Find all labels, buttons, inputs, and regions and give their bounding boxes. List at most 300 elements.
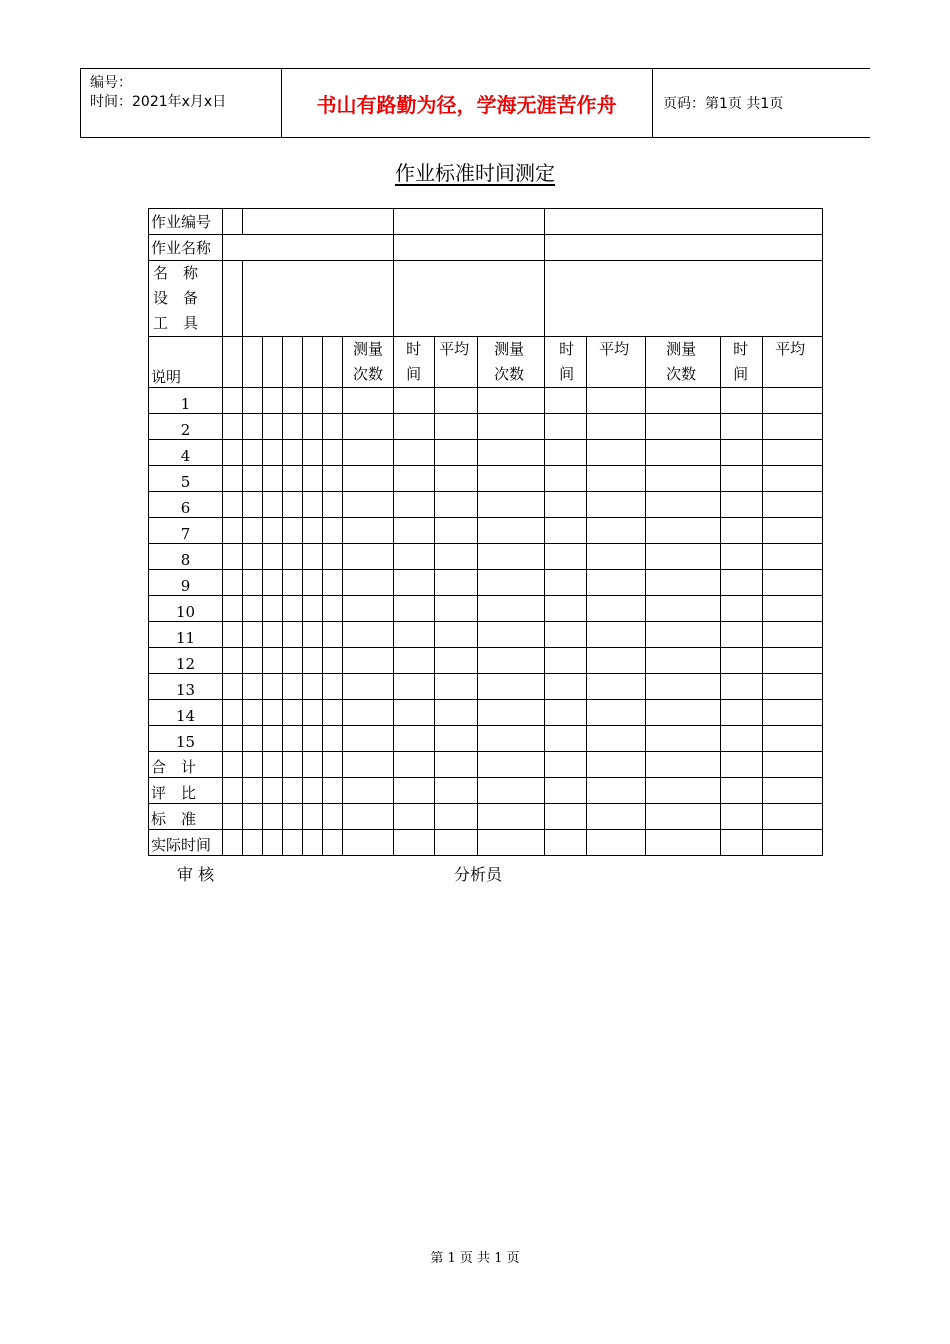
data-cell[interactable] [243,622,263,648]
data-cell[interactable] [478,570,545,596]
data-cell[interactable] [343,596,394,622]
data-cell[interactable] [343,778,394,804]
data-cell[interactable] [763,804,823,830]
table-row [149,492,823,518]
data-cell[interactable] [323,648,343,674]
data-cell[interactable] [646,778,721,804]
data-cell[interactable] [283,466,303,492]
data-cell[interactable] [323,804,343,830]
data-cell[interactable] [721,440,763,466]
data-cell[interactable] [587,388,646,414]
data-cell[interactable] [263,648,283,674]
data-cell[interactable] [223,544,243,570]
data-cell[interactable] [303,596,323,622]
data-cell[interactable] [343,726,394,752]
data-cell[interactable] [478,726,545,752]
data-cell[interactable] [763,726,823,752]
data-cell[interactable] [545,414,587,440]
data-cell[interactable] [646,492,721,518]
data-cell[interactable] [646,622,721,648]
data-cell[interactable] [435,804,478,830]
data-cell[interactable] [721,570,763,596]
equipment-field-3[interactable] [545,261,823,337]
data-cell[interactable] [545,596,587,622]
data-cell[interactable] [646,544,721,570]
table-row [149,622,823,648]
data-cell[interactable] [435,622,478,648]
data-cell[interactable] [394,700,435,726]
data-cell[interactable] [323,466,343,492]
data-cell[interactable] [283,596,303,622]
data-cell[interactable] [394,830,435,856]
data-cell[interactable] [223,466,243,492]
data-cell[interactable] [435,674,478,700]
data-cell[interactable] [587,804,646,830]
data-cell[interactable] [263,700,283,726]
data-cell[interactable] [646,570,721,596]
data-cell[interactable] [263,518,283,544]
data-cell[interactable] [303,830,323,856]
data-cell[interactable] [263,414,283,440]
data-cell[interactable] [646,752,721,778]
data-cell[interactable] [394,440,435,466]
data-cell[interactable] [303,804,323,830]
data-cell[interactable] [323,778,343,804]
data-cell[interactable] [646,466,721,492]
data-cell[interactable] [721,518,763,544]
data-cell[interactable] [283,544,303,570]
table-row [149,466,823,492]
data-cell[interactable] [243,440,263,466]
data-cell[interactable] [243,648,263,674]
data-cell[interactable] [343,388,394,414]
data-cell[interactable] [545,648,587,674]
data-cell[interactable] [435,778,478,804]
data-cell[interactable] [478,492,545,518]
equipment-field-1[interactable] [243,261,394,337]
data-cell[interactable] [303,492,323,518]
data-cell[interactable] [721,700,763,726]
data-cell[interactable] [223,570,243,596]
data-cell[interactable] [223,648,243,674]
data-cell[interactable] [303,544,323,570]
data-cell[interactable] [587,700,646,726]
data-cell[interactable] [243,778,263,804]
data-cell[interactable] [243,570,263,596]
data-cell[interactable] [545,570,587,596]
data-cell[interactable] [478,414,545,440]
data-cell[interactable] [223,596,243,622]
data-cell[interactable] [587,778,646,804]
data-cell[interactable] [545,466,587,492]
data-cell[interactable] [394,622,435,648]
data-cell[interactable] [283,752,303,778]
data-cell[interactable] [243,596,263,622]
data-cell[interactable] [283,778,303,804]
data-cell[interactable] [646,414,721,440]
data-cell[interactable] [223,518,243,544]
data-cell[interactable] [435,596,478,622]
equipment-field-2[interactable] [394,261,545,337]
data-cell[interactable] [478,648,545,674]
data-cell[interactable] [587,466,646,492]
data-cell[interactable] [646,726,721,752]
data-cell[interactable] [323,674,343,700]
data-cell[interactable] [394,570,435,596]
data-cell[interactable] [263,570,283,596]
data-cell[interactable] [478,596,545,622]
data-cell[interactable] [721,414,763,440]
data-cell[interactable] [763,596,823,622]
data-cell[interactable] [478,674,545,700]
data-cell[interactable] [343,518,394,544]
data-cell[interactable] [303,414,323,440]
data-cell[interactable] [763,414,823,440]
data-cell[interactable] [545,388,587,414]
data-cell[interactable] [763,700,823,726]
data-cell[interactable] [394,518,435,544]
data-cell[interactable] [587,414,646,440]
data-cell[interactable] [763,388,823,414]
data-cell[interactable] [343,700,394,726]
data-cell[interactable] [303,648,323,674]
data-cell[interactable] [478,466,545,492]
data-cell[interactable] [223,674,243,700]
data-cell[interactable] [263,544,283,570]
data-cell[interactable] [478,778,545,804]
data-cell[interactable] [721,804,763,830]
job-number-field-2[interactable] [394,209,545,235]
cell [283,337,303,388]
data-cell[interactable] [394,804,435,830]
data-cell[interactable] [587,492,646,518]
data-cell[interactable] [435,752,478,778]
data-cell[interactable] [763,544,823,570]
data-cell[interactable] [721,778,763,804]
data-cell[interactable] [545,622,587,648]
data-cell[interactable] [763,752,823,778]
data-cell[interactable] [263,752,283,778]
table-row [149,570,823,596]
data-cell[interactable] [545,544,587,570]
data-cell[interactable] [478,804,545,830]
data-cell[interactable] [545,518,587,544]
data-cell[interactable] [587,596,646,622]
data-cell[interactable] [763,466,823,492]
data-cell[interactable] [545,752,587,778]
data-cell[interactable] [263,804,283,830]
data-cell[interactable] [223,414,243,440]
data-cell[interactable] [435,544,478,570]
data-cell[interactable] [223,440,243,466]
data-cell[interactable] [478,622,545,648]
data-cell[interactable] [263,388,283,414]
data-cell[interactable] [283,674,303,700]
data-cell[interactable] [587,726,646,752]
data-cell[interactable] [478,752,545,778]
data-cell[interactable] [303,700,323,726]
data-cell[interactable] [478,700,545,726]
data-cell[interactable] [394,596,435,622]
job-number-label: 作业编号 [149,209,223,235]
data-cell[interactable] [394,648,435,674]
data-cell[interactable] [587,648,646,674]
data-cell[interactable] [243,466,263,492]
data-cell[interactable] [763,570,823,596]
data-cell[interactable] [283,830,303,856]
data-cell[interactable] [243,544,263,570]
data-cell[interactable] [435,700,478,726]
data-cell[interactable] [303,778,323,804]
data-cell[interactable] [587,518,646,544]
data-cell[interactable] [303,518,323,544]
data-cell[interactable] [223,492,243,518]
data-cell[interactable] [343,804,394,830]
data-cell[interactable] [435,518,478,544]
data-cell[interactable] [323,830,343,856]
data-cell[interactable] [394,388,435,414]
data-cell[interactable] [343,544,394,570]
code-label: 编号： [90,75,132,91]
data-cell[interactable] [394,752,435,778]
data-cell[interactable] [303,466,323,492]
data-cell[interactable] [303,570,323,596]
data-cell[interactable] [323,518,343,544]
data-cell[interactable] [646,440,721,466]
data-cell[interactable] [283,440,303,466]
row-label: 评 比 [149,778,223,804]
data-cell[interactable] [243,674,263,700]
data-cell[interactable] [343,830,394,856]
job-name-field-2[interactable] [394,235,545,261]
data-cell[interactable] [545,726,587,752]
data-cell[interactable] [478,830,545,856]
data-cell[interactable] [223,752,243,778]
page-title-text: 作业标准时间测定 [395,161,555,185]
data-cell[interactable] [646,518,721,544]
data-cell[interactable] [303,622,323,648]
data-cell[interactable] [263,466,283,492]
data-cell[interactable] [243,492,263,518]
data-cell[interactable] [323,726,343,752]
data-cell[interactable] [283,700,303,726]
data-cell[interactable] [587,830,646,856]
data-cell[interactable] [646,388,721,414]
data-cell[interactable] [646,596,721,622]
data-cell[interactable] [343,492,394,518]
data-cell[interactable] [303,752,323,778]
data-cell[interactable] [394,544,435,570]
data-cell[interactable] [721,622,763,648]
data-cell[interactable] [343,440,394,466]
data-cell[interactable] [303,388,323,414]
data-cell[interactable] [721,648,763,674]
data-cell[interactable] [394,466,435,492]
data-cell[interactable] [303,440,323,466]
data-cell[interactable] [478,388,545,414]
data-cell[interactable] [243,752,263,778]
data-cell[interactable] [263,622,283,648]
data-cell[interactable] [646,648,721,674]
data-cell[interactable] [721,544,763,570]
data-cell[interactable] [223,622,243,648]
data-cell[interactable] [263,674,283,700]
data-cell[interactable] [587,752,646,778]
data-cell[interactable] [263,440,283,466]
data-cell[interactable] [223,388,243,414]
data-cell[interactable] [243,804,263,830]
job-name-field-3[interactable] [545,235,823,261]
data-cell[interactable] [263,830,283,856]
data-cell[interactable] [343,622,394,648]
data-cell[interactable] [545,700,587,726]
data-cell[interactable] [587,440,646,466]
data-cell[interactable] [646,674,721,700]
job-number-field-1[interactable] [243,209,394,235]
data-cell[interactable] [263,596,283,622]
data-cell[interactable] [323,440,343,466]
data-cell[interactable] [263,492,283,518]
data-cell[interactable] [283,414,303,440]
data-cell[interactable] [343,414,394,440]
data-cell[interactable] [545,804,587,830]
data-cell[interactable] [763,492,823,518]
data-cell[interactable] [323,492,343,518]
data-cell[interactable] [263,726,283,752]
job-number-field-3[interactable] [545,209,823,235]
data-cell[interactable] [435,388,478,414]
data-cell[interactable] [283,570,303,596]
header-time-2: 时 间 [545,337,587,388]
data-cell[interactable] [587,674,646,700]
data-cell[interactable] [283,622,303,648]
data-cell[interactable] [283,804,303,830]
table-row [149,778,823,804]
data-cell[interactable] [763,518,823,544]
row-label: 12 [149,648,223,674]
data-cell[interactable] [243,388,263,414]
data-cell[interactable] [243,700,263,726]
data-cell[interactable] [243,518,263,544]
data-cell[interactable] [394,726,435,752]
data-cell[interactable] [478,518,545,544]
data-cell[interactable] [435,830,478,856]
data-cell[interactable] [223,778,243,804]
equipment-label [149,261,223,337]
data-cell[interactable] [587,622,646,648]
data-cell[interactable] [478,544,545,570]
page-number: 第 1 页 共 1 页 [430,1251,520,1266]
data-cell[interactable] [545,830,587,856]
data-cell[interactable] [545,440,587,466]
data-cell[interactable] [435,440,478,466]
data-cell[interactable] [223,804,243,830]
data-cell[interactable] [721,830,763,856]
data-cell[interactable] [323,388,343,414]
header-count-3: 测量 次数 [646,337,721,388]
data-cell[interactable] [394,778,435,804]
data-cell[interactable] [343,752,394,778]
data-cell[interactable] [587,570,646,596]
data-cell[interactable] [545,674,587,700]
data-cell[interactable] [545,778,587,804]
data-cell[interactable] [763,778,823,804]
data-cell[interactable] [435,466,478,492]
data-cell[interactable] [343,466,394,492]
data-cell[interactable] [763,674,823,700]
data-cell[interactable] [478,440,545,466]
data-cell[interactable] [223,726,243,752]
table-row [149,674,823,700]
data-cell[interactable] [243,726,263,752]
cell [223,209,243,235]
data-cell[interactable] [283,492,303,518]
data-cell[interactable] [343,648,394,674]
data-cell[interactable] [721,674,763,700]
data-cell[interactable] [223,700,243,726]
data-cell[interactable] [283,726,303,752]
data-cell[interactable] [646,700,721,726]
data-cell[interactable] [223,830,243,856]
data-cell[interactable] [243,830,263,856]
data-cell[interactable] [323,414,343,440]
data-cell[interactable] [343,674,394,700]
data-cell[interactable] [435,570,478,596]
data-cell[interactable] [323,752,343,778]
data-cell[interactable] [721,388,763,414]
data-cell[interactable] [243,414,263,440]
data-cell[interactable] [646,804,721,830]
data-cell[interactable] [587,544,646,570]
table-row [149,414,823,440]
data-cell[interactable] [721,596,763,622]
data-cell[interactable] [323,700,343,726]
equip-line-2: 设 备 [153,289,199,307]
data-cell[interactable] [435,648,478,674]
job-name-field-1[interactable] [223,235,394,261]
data-cell[interactable] [323,544,343,570]
data-cell[interactable] [283,518,303,544]
data-cell[interactable] [394,414,435,440]
data-cell[interactable] [763,440,823,466]
data-cell[interactable] [323,622,343,648]
data-cell[interactable] [283,388,303,414]
row-label: 2 [149,414,223,440]
data-cell[interactable] [435,414,478,440]
data-cell[interactable] [283,648,303,674]
data-cell[interactable] [721,466,763,492]
data-cell[interactable] [303,726,323,752]
data-cell[interactable] [435,726,478,752]
data-cell[interactable] [763,622,823,648]
data-cell[interactable] [303,674,323,700]
data-cell[interactable] [323,570,343,596]
data-cell[interactable] [763,830,823,856]
data-cell[interactable] [323,596,343,622]
data-cell[interactable] [721,726,763,752]
data-cell[interactable] [394,492,435,518]
data-cell[interactable] [263,778,283,804]
data-cell[interactable] [394,674,435,700]
data-cell[interactable] [721,752,763,778]
data-cell[interactable] [721,492,763,518]
data-cell[interactable] [545,492,587,518]
cell [323,337,343,388]
data-cell[interactable] [646,830,721,856]
data-cell[interactable] [343,570,394,596]
data-cell[interactable] [763,648,823,674]
data-cell[interactable] [435,492,478,518]
